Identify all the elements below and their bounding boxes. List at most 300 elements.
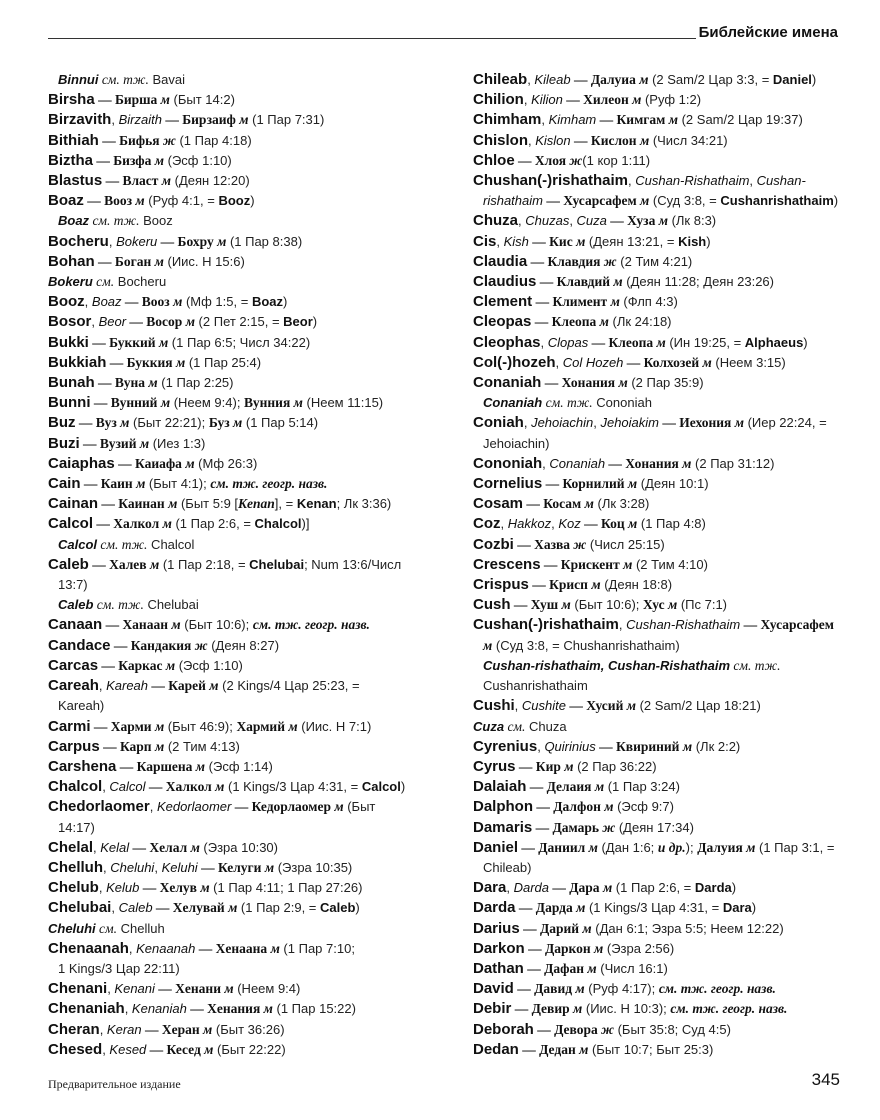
gender-marker: м	[604, 799, 614, 815]
reference-text: (1 Пар 5:14)	[242, 415, 319, 431]
headword: Bukkiah	[48, 353, 107, 371]
reference-text: (1 Пар 3:24)	[604, 779, 680, 795]
reference-text: ,	[541, 112, 549, 128]
gender-marker: м	[618, 375, 628, 391]
variant-spelling: Jehoiakim	[600, 415, 659, 431]
russian-name: — Давид	[513, 981, 576, 997]
variant-spelling: Kileab	[534, 72, 571, 87]
reference-text: ,	[108, 233, 117, 249]
reference-text: Bavai	[148, 72, 185, 87]
russian-name: — Хелув	[139, 880, 201, 896]
reference-text: (Иер 22:24, =	[743, 415, 827, 431]
see-also-marker: см.	[95, 920, 118, 936]
reference-text: ,	[124, 1001, 132, 1017]
russian-name: — Даркон	[524, 940, 594, 956]
headword: Chelub	[48, 879, 99, 897]
variant-spelling: Boaz	[91, 294, 122, 310]
reference-text: ,	[523, 92, 532, 108]
dictionary-entry	[473, 1020, 868, 1040]
cross-reference	[48, 272, 453, 292]
footer-edition-note: Предварительное издание	[48, 1077, 181, 1091]
headword: Daniel	[473, 838, 519, 856]
russian-name: — Даниил	[518, 839, 589, 855]
reference-text: Bocheru	[114, 274, 167, 290]
gender-marker: м	[154, 152, 165, 168]
gender-marker: м	[148, 375, 158, 391]
gender-marker: м	[584, 496, 594, 512]
gender-marker: м	[135, 193, 145, 209]
gender-marker: м	[160, 395, 171, 411]
reference-text: (1 Kings/3 Цар 4:31, =	[224, 779, 362, 795]
headword: Cushi	[473, 697, 515, 715]
russian-name: — Квириний	[595, 738, 683, 754]
reference-text: (Деян 11:28; Деян 23:26)	[622, 274, 774, 290]
dictionary-entry	[473, 373, 868, 393]
reference-text: (Ин 19:25, =	[665, 334, 745, 350]
russian-name: — Бифья	[98, 132, 163, 148]
gender-marker: м	[334, 799, 344, 815]
headword: Deborah	[473, 1020, 534, 1038]
note-italic: Kenan	[238, 496, 275, 512]
gender-marker: м	[639, 132, 650, 148]
variant-spelling: Darda	[513, 880, 550, 896]
headword: Candace	[48, 636, 111, 654]
reference-text: (Деян 13:21, =	[585, 233, 679, 249]
dictionary-entry	[473, 474, 868, 494]
dictionary-entry	[48, 777, 453, 797]
reference-text: ,	[496, 233, 504, 249]
headword: Crescens	[473, 555, 541, 573]
russian-name: — Климент	[532, 294, 611, 310]
gender-marker: м	[224, 981, 234, 997]
headword: Crispus	[473, 576, 529, 594]
headword: Cononiah	[473, 454, 543, 472]
dictionary-entry	[473, 737, 868, 757]
gender-marker: м	[667, 597, 678, 613]
headword: Birsha	[48, 91, 95, 109]
gender-marker: м	[682, 738, 693, 754]
entry-continuation	[473, 858, 868, 878]
headword: Coniah	[473, 414, 524, 432]
see-also-marker: см. тж.	[730, 657, 781, 673]
reference-text: (Числ 34:21)	[649, 132, 728, 148]
reference-text: ,	[93, 839, 101, 855]
entry-continuation	[48, 696, 453, 716]
xref-headword: Calcol	[58, 536, 98, 552]
gender-marker: м	[175, 354, 186, 370]
right-column	[473, 70, 868, 1060]
russian-name: Вунния	[244, 395, 294, 411]
headword: Cyrus	[473, 757, 516, 775]
note-italic: см. тж. геогр. назв.	[658, 981, 776, 997]
reference-text: (1 Пар 2:6, =	[171, 516, 255, 532]
page-number: 345	[811, 1070, 840, 1089]
see-also-marker: см. тж.	[93, 597, 144, 613]
variant-spelling: Chuzas	[525, 213, 570, 229]
gender-marker: м	[576, 900, 586, 916]
reference-text: (Деян 8:27)	[207, 637, 280, 653]
variant-spelling: Hakkoz	[507, 516, 552, 532]
dictionary-entry	[48, 393, 453, 413]
xref-headword: Boaz	[58, 213, 90, 229]
headword: Chuza	[473, 212, 518, 230]
russian-name: — Халев	[88, 556, 150, 572]
headword: Chenani	[48, 980, 108, 998]
gender-marker: м	[613, 274, 623, 290]
gender-marker: м	[270, 940, 280, 956]
gender-marker: м	[668, 112, 678, 128]
gender-marker: м	[185, 314, 195, 330]
reference-text: (Эсф 9:7)	[613, 799, 674, 815]
reference-text: ,	[154, 859, 162, 875]
reference-text: (Деян 17:34)	[615, 819, 694, 835]
gender-marker: м	[136, 476, 146, 492]
gender-marker: ж	[603, 253, 617, 269]
variant-spelling: Kedorlaomer	[156, 799, 232, 815]
xref-headword: Cuza	[473, 718, 505, 734]
reference-text: ,	[91, 314, 99, 330]
russian-name: — Дарий	[519, 920, 583, 936]
russian-name: — Дарда	[515, 900, 577, 916]
russian-name: — Косам	[523, 496, 585, 512]
dictionary-entry	[473, 535, 868, 555]
russian-name: Далуия	[697, 839, 747, 855]
dictionary-entry	[48, 312, 453, 332]
gender-marker: м	[602, 880, 613, 896]
reference-text: Cononiah	[592, 395, 652, 411]
headword: Buz	[48, 414, 76, 432]
reference-text: (Руф 1:2)	[641, 92, 702, 108]
russian-name: — Далуиа	[570, 72, 640, 87]
gender-marker: м	[217, 233, 227, 249]
dictionary-entry	[48, 838, 453, 858]
russian-name: — Вуз	[75, 415, 121, 431]
dictionary-entry	[473, 1040, 868, 1060]
reference-text: (2 Sam/2 Цар 18:21)	[635, 698, 761, 714]
russian-name: — Кимгам	[596, 112, 669, 128]
see-also-marker: см.	[92, 274, 115, 290]
headword: Dalaiah	[473, 778, 527, 796]
gender-marker: м	[154, 253, 164, 269]
reference-text: (1 Пар 2:6, =	[612, 880, 695, 896]
russian-name: — Клеопа	[588, 334, 657, 350]
note-italic: см. тж. геогр. назв.	[670, 1001, 788, 1017]
reference-text: )	[250, 193, 255, 209]
gender-marker: м	[702, 354, 712, 370]
dictionary-entry	[48, 656, 453, 676]
dictionary-entry	[48, 939, 453, 959]
dictionary-entry	[48, 110, 453, 130]
dictionary-entry	[473, 818, 868, 838]
headword: Chenaniah	[48, 1000, 125, 1018]
reference-text: )	[751, 900, 757, 916]
gender-marker: м	[591, 577, 601, 593]
reference-text: (Быт 36:26)	[212, 1021, 285, 1037]
gender-marker: ж	[573, 536, 587, 552]
note-italic: и др.	[657, 839, 686, 855]
reference-text: (Лк 24:18)	[608, 314, 672, 330]
gender-marker: м	[640, 193, 650, 209]
gender-marker: м	[582, 920, 592, 936]
cross-reference	[48, 535, 453, 555]
equivalent-name: Kenan	[296, 496, 337, 512]
variant-spelling: Keluhi	[161, 859, 198, 875]
gender-marker: м	[579, 1041, 589, 1057]
xref-headword: Binnui	[58, 72, 99, 87]
reference-text: (Неем 11:15)	[302, 395, 384, 411]
dictionary-entry	[473, 312, 868, 332]
reference-text: )	[706, 233, 711, 249]
reference-text: (1 Пар 15:22)	[272, 1001, 356, 1017]
variant-spelling: Cheluhi	[110, 859, 155, 875]
variant-spelling: Kesed	[109, 1041, 147, 1057]
gender-marker: м	[734, 415, 744, 431]
russian-name: — Карп	[99, 738, 155, 754]
headword: Chushan(-)rishathaim	[473, 172, 629, 190]
headword: Coz	[473, 515, 501, 533]
reference-text: (Быт	[343, 799, 376, 815]
headword: Cainan	[48, 495, 99, 513]
reference-text: (Быт 22:21);	[129, 415, 209, 431]
reference-text: (1 Пар 2:9, =	[237, 900, 321, 916]
variant-spelling: Kilion	[531, 92, 563, 108]
variant-spelling: Cushan-	[756, 173, 806, 189]
reference-text: (Эсф 1:10)	[164, 152, 232, 168]
equivalent-name: Dara	[722, 900, 752, 916]
russian-name: — Ханаан	[102, 617, 172, 633]
russian-name: — Каршена	[116, 758, 196, 774]
russian-name: — Хусарсафем	[740, 617, 834, 633]
gender-marker: м	[173, 294, 183, 310]
russian-name: — Вунний	[90, 395, 161, 411]
headword: Col(-)hozeh	[473, 353, 556, 371]
gender-marker: м	[658, 213, 668, 229]
gender-marker: м	[564, 758, 574, 774]
xref-headword: Bokeru	[48, 274, 93, 290]
dictionary-entry	[473, 272, 868, 292]
reference-text: (Иис. Н 7:1)	[297, 718, 372, 734]
reference-text: ,	[518, 213, 526, 229]
gender-marker: ж	[602, 819, 616, 835]
reference-text: 14:17)	[58, 819, 95, 835]
reference-text: ,	[128, 940, 137, 956]
russian-name: — Дафан	[523, 960, 588, 976]
variant-spelling: Calcol	[109, 779, 146, 795]
dictionary-entry	[48, 676, 453, 696]
variant-spelling: Kareah	[106, 678, 149, 694]
see-also-marker: см. тж.	[89, 213, 140, 229]
reference-text: (1 Пар 4:18)	[175, 132, 252, 148]
dictionary-entry	[473, 292, 868, 312]
reference-text: ,	[84, 294, 92, 310]
headword: Chimham	[473, 111, 542, 129]
entry-continuation	[473, 676, 868, 696]
headword: Carpus	[48, 737, 100, 755]
reference-text: ,	[103, 859, 111, 875]
reference-text: (1 Пар 2:18, =	[159, 556, 250, 572]
russian-name: — Крисп	[528, 577, 592, 593]
reference-text: ,	[500, 516, 508, 532]
reference-text: (2 Тим 4:10)	[632, 556, 708, 572]
reference-text: Chelubai	[143, 597, 199, 613]
dictionary-entry	[48, 292, 453, 312]
dictionary-entry	[48, 979, 453, 999]
variant-spelling: Conaniah	[549, 455, 606, 471]
headword: Bunah	[48, 374, 95, 392]
reference-text: ,	[618, 617, 627, 633]
reference-text: (Деян 10:1)	[637, 476, 709, 492]
variant-spelling: Koz	[558, 516, 581, 532]
headword: Blastus	[48, 172, 103, 190]
russian-name: — Дамарь	[532, 819, 603, 835]
headword: Boaz	[48, 192, 84, 210]
gender-marker: м	[190, 839, 200, 855]
reference-text: (Флп 4:3)	[619, 294, 678, 310]
equivalent-name: Alphaeus	[744, 334, 804, 350]
reference-text: (Лк 3:28)	[593, 496, 650, 512]
reference-text: Kareah)	[58, 698, 105, 714]
headword: Bunni	[48, 394, 91, 412]
reference-text: );	[685, 839, 698, 855]
gender-marker: м	[576, 233, 586, 249]
reference-text: ,	[527, 72, 535, 87]
dictionary-entry	[48, 636, 453, 656]
variant-spelling: Kenaanah	[136, 940, 196, 956]
dictionary-entry	[48, 494, 453, 514]
dictionary-entry	[473, 757, 868, 777]
dictionary-entry	[473, 999, 868, 1019]
reference-text: ,	[98, 678, 107, 694]
equivalent-name: Daniel	[772, 72, 812, 87]
headword: Buzi	[48, 434, 80, 452]
russian-name: — Девир	[511, 1001, 573, 1017]
dictionary-entry	[48, 717, 453, 737]
variant-spelling: Cushite	[521, 698, 566, 714]
russian-name: — Хелувай	[152, 900, 229, 916]
dictionary-entry	[48, 131, 453, 151]
headword: Chislon	[473, 131, 528, 149]
equivalent-name: Calcol	[361, 779, 401, 795]
russian-name: — Хуза	[606, 213, 659, 229]
headword: Caleb	[48, 555, 89, 573]
gender-marker: м	[239, 112, 249, 128]
dictionary-entry	[473, 898, 868, 918]
headword: Chenaanah	[48, 939, 129, 957]
reference-text: ], =	[274, 496, 297, 512]
reference-text: (Иис. Н 10:3);	[582, 1001, 671, 1017]
variant-spelling: Kish	[503, 233, 529, 249]
reference-text: (1 кор 1:11)	[582, 152, 651, 168]
reference-text: (2 Тим 4:13)	[164, 738, 240, 754]
reference-text: )	[355, 900, 360, 916]
gender-marker: м	[588, 839, 598, 855]
russian-name: — Кандакия	[110, 637, 195, 653]
headword: Careah	[48, 677, 99, 695]
reference-text: ,	[107, 981, 115, 997]
reference-text: 13:7)	[58, 577, 88, 593]
gender-marker: м	[204, 1041, 214, 1057]
variant-spelling: Kislon	[535, 132, 571, 148]
russian-name: — Каркас	[98, 657, 166, 673]
reference-text: (1 Пар 4:11; 1 Пар 27:26)	[209, 880, 363, 896]
note-italic: см. тж. геогр. назв.	[252, 617, 370, 633]
russian-name: — Коц	[580, 516, 629, 532]
variant-spelling: Keran	[106, 1021, 142, 1037]
reference-text: (Суд 3:8, =	[649, 193, 721, 209]
reference-text: ,	[149, 799, 157, 815]
reference-text: Chileab)	[483, 859, 532, 875]
dictionary-entry	[473, 211, 868, 231]
dictionary-entry	[48, 858, 453, 878]
russian-name: — Каин	[80, 476, 137, 492]
russian-name: — Хусарсафем	[542, 193, 641, 209]
gender-marker: м	[154, 738, 165, 754]
reference-text: (Быт 5:9 [	[177, 496, 239, 512]
dictionary-entry	[473, 555, 868, 575]
reference-text: ,	[102, 1041, 110, 1057]
russian-name: — Вуна	[94, 375, 149, 391]
russian-name: — Буккия	[106, 354, 176, 370]
russian-name: — Хенания	[186, 1001, 264, 1017]
gender-marker: м	[594, 779, 605, 795]
headword: Cushan(-)rishathaim	[473, 616, 619, 634]
russian-name: — Крискент	[540, 556, 624, 572]
reference-text: (1 Пар 8:38)	[226, 233, 303, 249]
reference-text: Chuza	[525, 718, 567, 734]
reference-text: ,	[98, 880, 107, 896]
russian-name: — Каиафа	[114, 455, 186, 471]
see-also-marker: см. тж.	[97, 536, 148, 552]
gender-marker: м	[233, 415, 243, 431]
dictionary-entry	[48, 171, 453, 191]
dictionary-entry	[473, 232, 868, 252]
gender-marker: м	[746, 839, 756, 855]
note-italic: см. тж. геогр. назв.	[210, 476, 328, 492]
reference-text: Chalcol	[147, 536, 195, 552]
headword: Chloe	[473, 151, 515, 169]
russian-name: — Восор	[126, 314, 186, 330]
gender-marker: м	[171, 617, 181, 633]
headword: Biztha	[48, 151, 93, 169]
equivalent-name: Darda	[694, 880, 732, 896]
dictionary-entry	[48, 252, 453, 272]
variant-spelling: Kenaniah	[131, 1001, 187, 1017]
headword: Conaniah	[473, 374, 542, 392]
variant-spelling: Bokeru	[116, 233, 158, 249]
reference-text: (Деян 12:20)	[171, 173, 250, 189]
reference-text: )]	[301, 516, 310, 532]
variant-spelling: Cushan-Rishathaim	[626, 617, 741, 633]
headword: Darius	[473, 919, 520, 937]
variant-spelling: Kenani	[114, 981, 155, 997]
reference-text: ,	[528, 132, 536, 148]
headword: Cozbi	[473, 535, 514, 553]
gender-marker: м	[203, 1021, 213, 1037]
reference-text: Chelluh	[117, 920, 165, 936]
dictionary-entry	[473, 919, 868, 939]
dictionary-entry	[473, 514, 868, 534]
russian-name: — Делаия	[526, 779, 595, 795]
russian-name: — Хенаана	[195, 940, 271, 956]
gender-marker: м	[293, 395, 303, 411]
headword: Claudia	[473, 252, 528, 270]
dictionary-entry	[48, 191, 453, 211]
headword: Booz	[48, 293, 85, 311]
gender-marker: м	[154, 718, 165, 734]
gender-marker: м	[288, 718, 298, 734]
russian-name: — Буккий	[88, 334, 159, 350]
gender-marker: м	[195, 758, 206, 774]
